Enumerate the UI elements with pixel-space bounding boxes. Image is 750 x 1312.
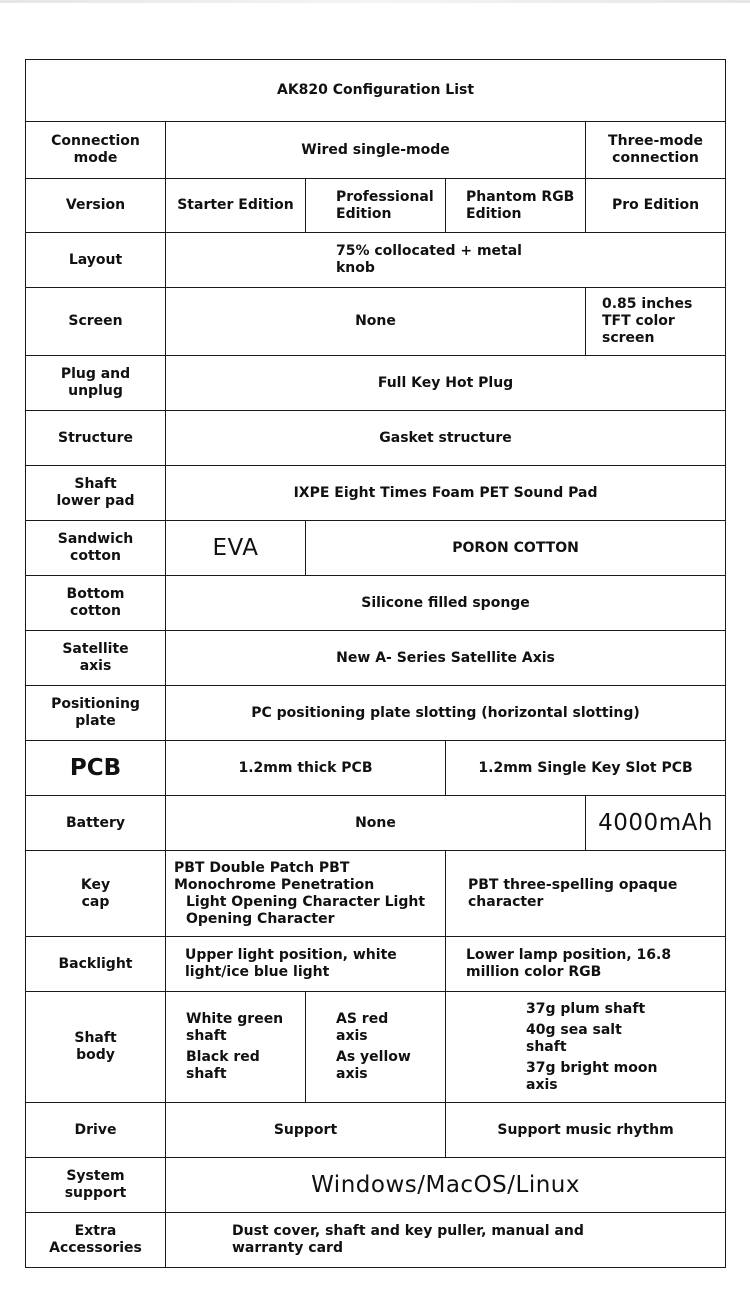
- table-row: [26, 288, 726, 356]
- table-cell: [166, 992, 306, 1103]
- shaft-option: Black red shaft: [186, 1049, 260, 1082]
- table-cell: IXPE Eight Times Foam PET Sound Pad: [166, 466, 726, 521]
- table-cell: Lower lamp position, 16.8 million color RGB: [446, 937, 726, 992]
- table-cell: [166, 851, 446, 937]
- table-cell: Support: [166, 1103, 446, 1158]
- table-row: [26, 179, 726, 233]
- table-cell: Gasket structure: [166, 411, 726, 466]
- keycap-text-2: Light Opening Character Light Opening Character: [186, 893, 426, 927]
- shaft-option: 37g bright moon axis: [526, 1059, 658, 1093]
- table-cell: 1.2mm Single Key Slot PCB: [446, 741, 726, 796]
- table-row: [26, 851, 726, 937]
- table-row: [26, 122, 726, 179]
- table-cell: PBT three-spelling opaque character: [446, 851, 726, 937]
- row-label: Connection mode: [26, 122, 166, 179]
- row-label: Screen: [26, 288, 166, 356]
- row-label: Shaft lower pad: [26, 466, 166, 521]
- table-title: AK820 Configuration List: [26, 60, 726, 122]
- shaft-option: White green shaft: [186, 1011, 284, 1044]
- table-row: [26, 1103, 726, 1158]
- configuration-table: [25, 59, 726, 1268]
- table-cell: None: [166, 288, 586, 356]
- row-label: Bottom cotton: [26, 576, 166, 631]
- row-label: System support: [26, 1158, 166, 1213]
- keycap-text-1: PBT Double Patch PBT Monochrome Penetration: [174, 859, 375, 893]
- shaft-option: As yellow axis: [336, 1049, 411, 1082]
- row-label: Version: [26, 179, 166, 233]
- table-cell: Windows/MacOS/Linux: [166, 1158, 726, 1213]
- table-row: [26, 686, 726, 741]
- table-cell: None: [166, 796, 586, 851]
- table-cell: PC positioning plate slotting (horizontal slotting): [166, 686, 726, 741]
- table-cell: Wired single-mode: [166, 122, 586, 179]
- table-cell: 0.85 inches TFT color screen: [586, 288, 726, 356]
- table-cell: EVA: [166, 521, 306, 576]
- table-cell: Support music rhythm: [446, 1103, 726, 1158]
- table-title-row: [26, 60, 726, 122]
- table-cell: PORON COTTON: [306, 521, 726, 576]
- top-divider: [0, 0, 750, 3]
- table-row: [26, 631, 726, 686]
- table-cell: Full Key Hot Plug: [166, 356, 726, 411]
- table-cell: Starter Edition: [166, 179, 306, 233]
- table-row: [26, 1158, 726, 1213]
- row-label: Layout: [26, 233, 166, 288]
- table-row: [26, 356, 726, 411]
- table-row: [26, 796, 726, 851]
- row-label: Key cap: [26, 851, 166, 937]
- table-row: [26, 741, 726, 796]
- row-label: PCB: [26, 741, 166, 796]
- table-cell: [306, 992, 446, 1103]
- table-cell: [446, 992, 726, 1103]
- row-label: Satellite axis: [26, 631, 166, 686]
- row-label: Extra Accessories: [26, 1213, 166, 1268]
- table-cell: New A- Series Satellite Axis: [166, 631, 726, 686]
- shaft-option: AS red axis: [336, 1011, 389, 1044]
- table-row: [26, 576, 726, 631]
- table-cell: Phantom RGB Edition: [446, 179, 586, 233]
- table-row: [26, 233, 726, 288]
- row-label: Sandwich cotton: [26, 521, 166, 576]
- shaft-option: 40g sea salt shaft: [526, 1021, 622, 1055]
- table-row: [26, 937, 726, 992]
- table-cell: Silicone filled sponge: [166, 576, 726, 631]
- table-cell: Upper light position, white light/ice blue light: [166, 937, 446, 992]
- table-row: [26, 411, 726, 466]
- row-label: Backlight: [26, 937, 166, 992]
- row-label: Plug and unplug: [26, 356, 166, 411]
- table-cell: Pro Edition: [586, 179, 726, 233]
- row-label: Structure: [26, 411, 166, 466]
- row-label: Battery: [26, 796, 166, 851]
- table-cell: 75% collocated + metal knob: [166, 233, 726, 288]
- row-label: Shaft body: [26, 992, 166, 1103]
- table-cell: 4000mAh: [586, 796, 726, 851]
- table-cell: Dust cover, shaft and key puller, manual and warranty card: [166, 1213, 726, 1268]
- row-label: Drive: [26, 1103, 166, 1158]
- table-cell: Three-mode connection: [586, 122, 726, 179]
- shaft-option: 37g plum shaft: [526, 1000, 646, 1017]
- table-row: [26, 521, 726, 576]
- table-cell: Professional Edition: [306, 179, 446, 233]
- table-row: [26, 992, 726, 1103]
- row-label: Positioning plate: [26, 686, 166, 741]
- table-row: [26, 1213, 726, 1268]
- table-cell: 1.2mm thick PCB: [166, 741, 446, 796]
- table-row: [26, 466, 726, 521]
